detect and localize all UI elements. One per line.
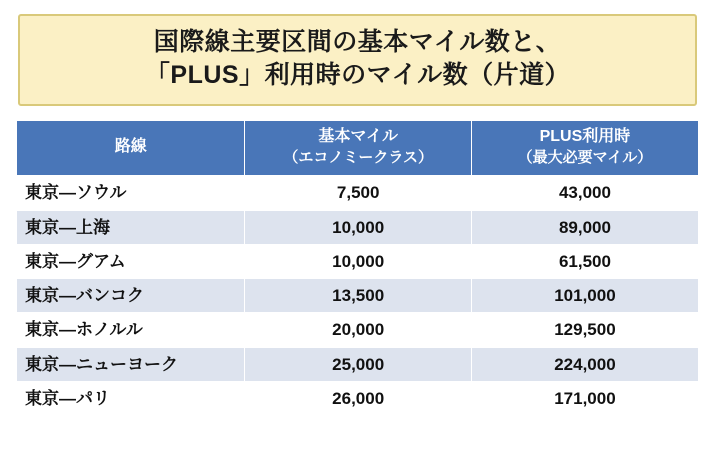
table-row [17, 381, 699, 415]
cell-plus-miles: 224,000 [471, 347, 698, 381]
cell-route: 東京—バンコク [17, 279, 245, 313]
cell-plus-miles: 171,000 [471, 381, 698, 415]
cell-basic-miles: 7,500 [245, 176, 471, 210]
table-row [17, 279, 699, 313]
miles-table [16, 120, 699, 416]
column-header-basic-miles [245, 121, 471, 176]
table-row [17, 176, 699, 210]
cell-route: 東京—上海 [17, 210, 245, 244]
title-line-2: 「PLUS」利用時のマイル数（片道） [144, 61, 571, 89]
column-header-plus-miles-main: PLUS利用時 [539, 128, 631, 145]
column-header-route [17, 121, 245, 176]
cell-plus-miles: 129,500 [471, 313, 698, 347]
title-banner [18, 14, 697, 106]
column-header-basic-miles-main: 基本マイル [318, 128, 399, 145]
cell-route: 東京—ニューヨーク [17, 347, 245, 381]
cell-plus-miles: 61,500 [471, 244, 698, 278]
cell-basic-miles: 26,000 [245, 381, 471, 415]
column-header-basic-miles-sub: （エコノミークラス） [283, 148, 433, 166]
cell-plus-miles: 101,000 [471, 279, 698, 313]
title-line-1: 国際線主要区間の基本マイル数と、 [153, 28, 562, 56]
table-header-row [17, 121, 699, 176]
cell-basic-miles: 25,000 [245, 347, 471, 381]
cell-basic-miles: 10,000 [245, 244, 471, 278]
table-row [17, 347, 699, 381]
column-header-plus-miles-sub: （最大必要マイル） [517, 148, 653, 166]
table-header [17, 121, 699, 176]
table-row [17, 244, 699, 278]
column-header-plus-miles [471, 121, 698, 176]
table-row [17, 210, 699, 244]
cell-route: 東京—ホノルル [17, 313, 245, 347]
cell-route: 東京—ソウル [17, 176, 245, 210]
cell-basic-miles: 13,500 [245, 279, 471, 313]
cell-basic-miles: 10,000 [245, 210, 471, 244]
column-header-route-main: 路線 [114, 137, 147, 155]
cell-route: 東京—グアム [17, 244, 245, 278]
cell-basic-miles: 20,000 [245, 313, 471, 347]
cell-plus-miles: 43,000 [471, 176, 698, 210]
cell-route: 東京—パリ [17, 381, 245, 415]
cell-plus-miles: 89,000 [471, 210, 698, 244]
table-body [17, 176, 699, 416]
table-row [17, 313, 699, 347]
